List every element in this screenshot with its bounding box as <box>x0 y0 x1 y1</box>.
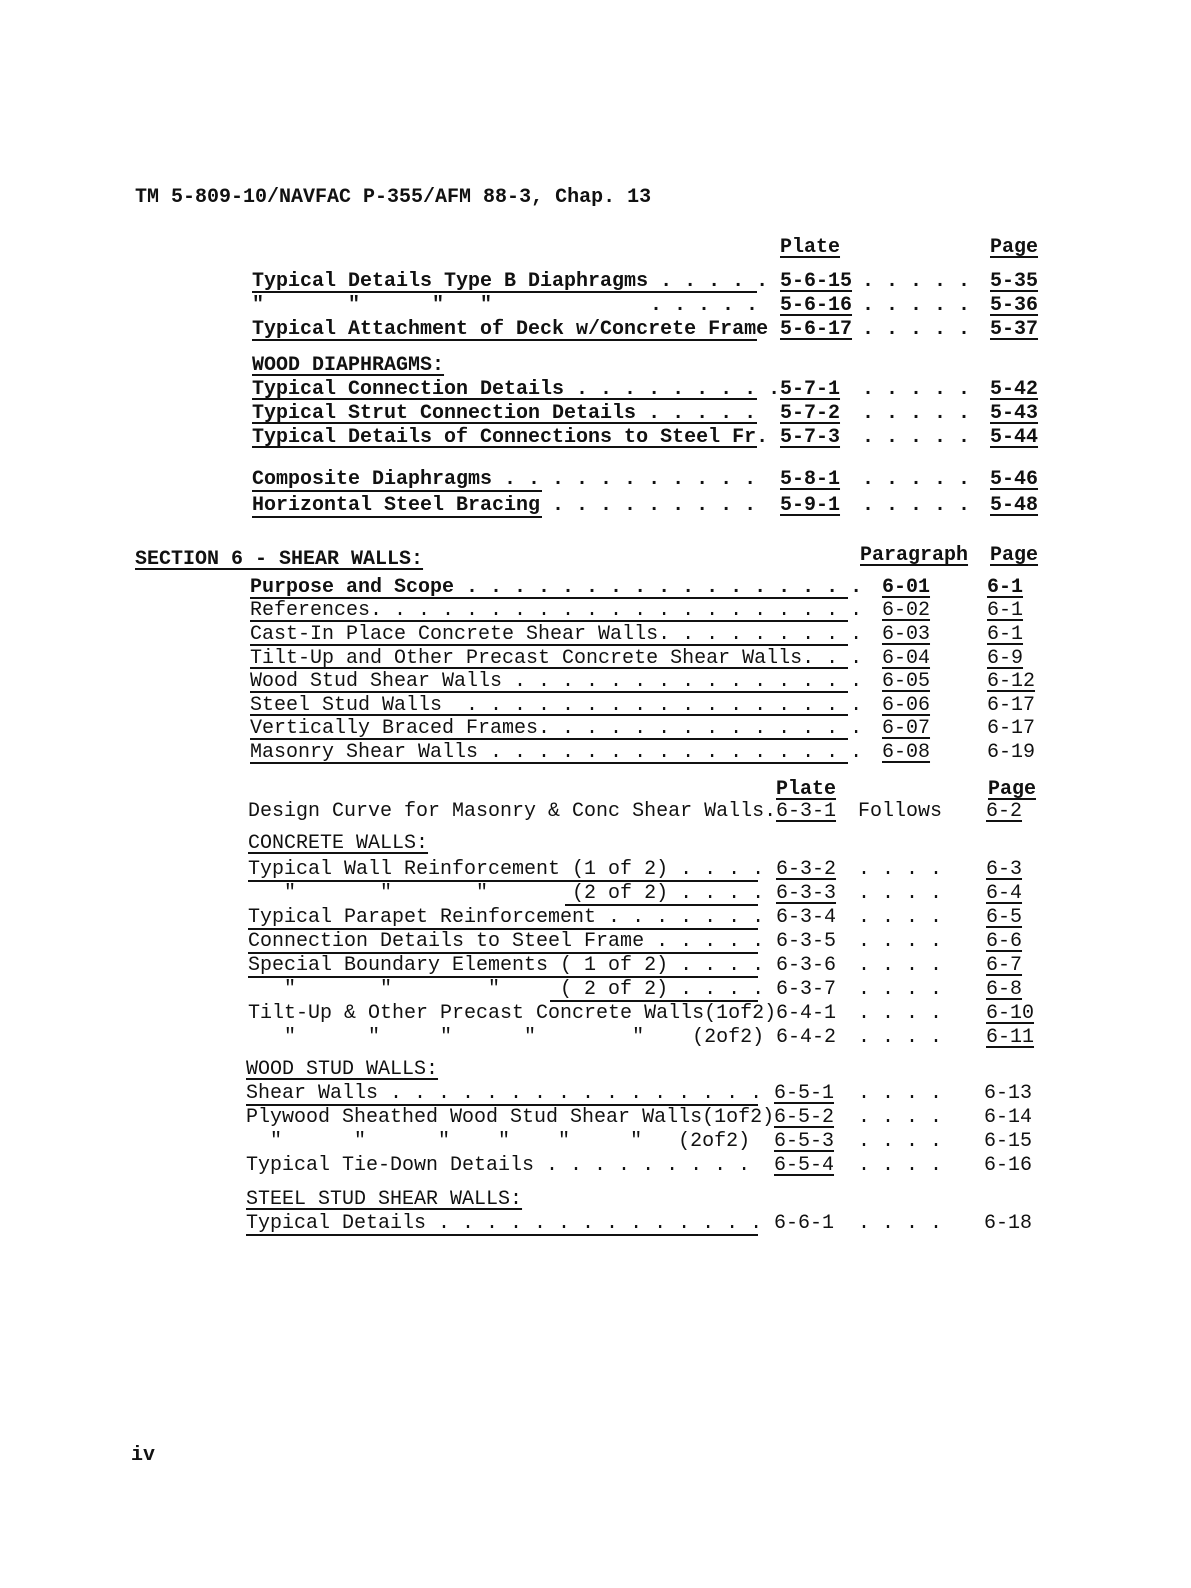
toc-entry-page: 6-1 <box>987 599 1024 622</box>
toc-entry-plate: 5-6-16 <box>780 294 853 317</box>
toc-entry-dots: . . . . . <box>862 468 971 491</box>
toc-entry-dots: . . . . <box>858 1154 943 1177</box>
toc-entry-dots: . . . . <box>858 858 943 881</box>
toc-entry-paragraph: 6-03 <box>882 623 931 646</box>
toc-entry-plate: 6-4-2 <box>776 1026 837 1049</box>
toc-entry-plate: 6-5-4 <box>774 1154 835 1177</box>
toc-entry-label: Tilt-Up and Other Precast Concrete Shear Walls. . . <box>250 647 863 670</box>
toc-entry-page: 6-18 <box>984 1212 1033 1235</box>
toc-entry-page: 6-1 <box>987 623 1024 646</box>
toc-entry-label: Design Curve for Masonry & Conc Shear Walls. <box>248 800 777 823</box>
toc-entry-label: Typical Details of Connections to Steel Fr. <box>252 426 769 449</box>
plate-column-header: Plate <box>776 778 837 801</box>
toc-entry-plate: 5-7-1 <box>780 378 841 401</box>
underline-rule <box>252 291 757 293</box>
section-6-heading: SECTION 6 - SHEAR WALLS: <box>135 548 424 571</box>
toc-entry-dots: . . . . <box>858 1082 943 1105</box>
underline-rule <box>250 738 848 740</box>
toc-entry-label: Typical Connection Details . . . . . . . . . <box>252 378 781 401</box>
toc-entry-plate: 5-7-3 <box>780 426 841 449</box>
toc-entry-paragraph: 6-02 <box>882 599 931 622</box>
toc-entry-page: 6-17 <box>987 694 1036 717</box>
toc-entry-dots: . . . . <box>858 1002 943 1025</box>
toc-entry-dots: . . . . <box>858 978 943 1001</box>
toc-entry-paragraph: 6-08 <box>882 741 931 764</box>
toc-entry-label: Typical Parapet Reinforcement . . . . . . . <box>248 906 765 929</box>
toc-entry-plate: 6-6-1 <box>774 1212 835 1235</box>
toc-entry-label: Wood Stud Shear Walls . . . . . . . . . . . . . . . <box>250 670 863 693</box>
toc-entry-dots: . . . . <box>858 1130 943 1153</box>
underline-rule <box>250 667 848 669</box>
underline-rule <box>250 644 848 646</box>
underline-rule <box>252 398 757 400</box>
toc-entry-page: 6-15 <box>984 1130 1033 1153</box>
toc-entry-plate: 5-6-15 <box>780 270 853 293</box>
underline-rule <box>250 691 848 693</box>
toc-entry-label: References. . . . . . . . . . . . . . . . . . . . . <box>250 599 863 622</box>
toc-entry-plate: 5-6-17 <box>780 318 853 341</box>
toc-entry-plate: 5-8-1 <box>780 468 841 491</box>
underline-rule <box>252 422 757 424</box>
toc-entry-dots: . . . . . <box>862 402 971 425</box>
underline-rule <box>248 952 758 954</box>
toc-entry-dots: . . . . <box>858 954 943 977</box>
toc-entry-page: 5-44 <box>990 426 1039 449</box>
page-column-header: Page <box>990 236 1039 259</box>
toc-entry-label: Composite Diaphragms . . . . . . . . . . . <box>252 468 757 491</box>
toc-entry-page: 5-37 <box>990 318 1039 341</box>
underline-rule <box>250 714 848 716</box>
toc-entry-dots: . . . . . <box>862 426 971 449</box>
document-header: TM 5-809-10/NAVFAC P-355/AFM 88-3, Chap. 13 <box>135 186 652 209</box>
toc-entry-paragraph: 6-05 <box>882 670 931 693</box>
page-column-header: Page <box>988 778 1037 801</box>
underline-rule <box>250 597 848 599</box>
toc-entry-label: Special Boundary Elements ( 1 of 2) . . . . <box>248 954 765 977</box>
paragraph-column-header: Paragraph <box>860 544 969 567</box>
toc-entry-plate: 6-3-6 <box>776 954 837 977</box>
underline-rule <box>250 620 848 622</box>
follows-note: Follows <box>858 800 943 823</box>
toc-entry-page: 6-5 <box>986 906 1023 929</box>
toc-entry-dots: . . . . . <box>650 294 759 317</box>
toc-entry-page: 6-6 <box>986 930 1023 953</box>
toc-entry-page: 5-36 <box>990 294 1039 317</box>
toc-entry-page: 6-13 <box>984 1082 1033 1105</box>
toc-entry-label: Masonry Shear Walls . . . . . . . . . . . . . . . . <box>250 741 863 764</box>
toc-entry-page: 5-35 <box>990 270 1039 293</box>
toc-entry-page: 6-19 <box>987 741 1036 764</box>
toc-entry-label: Typical Strut Connection Details . . . . . <box>252 402 757 425</box>
toc-entry-dots: . . . . <box>858 930 943 953</box>
plate-column-header: Plate <box>780 236 841 259</box>
underline-rule <box>550 1000 758 1002</box>
underline-rule <box>246 1104 758 1106</box>
toc-entry-label: Connection Details to Steel Frame . . . . . <box>248 930 765 953</box>
underline-rule <box>252 516 542 518</box>
toc-entry-dots: . . . . <box>858 1106 943 1129</box>
toc-entry-label: Horizontal Steel Bracing . . . . . . . . . <box>252 494 757 517</box>
toc-entry-plate: 6-5-1 <box>774 1082 835 1105</box>
steel-stud-shear-walls-heading: STEEL STUD SHEAR WALLS: <box>246 1188 523 1211</box>
toc-entry-page: 6-8 <box>986 978 1023 1001</box>
toc-entry-page: 5-42 <box>990 378 1039 401</box>
toc-entry-paragraph: 6-06 <box>882 694 931 717</box>
underline-rule <box>248 928 758 930</box>
toc-entry-plate: 6-3-3 <box>776 882 837 905</box>
underline-rule <box>250 762 848 764</box>
toc-entry-label: Typical Details Type B Diaphragms . . . . . <box>252 270 769 293</box>
toc-entry-page: 6-9 <box>987 647 1024 670</box>
toc-entry-label: Typical Attachment of Deck w/Concrete Frame <box>252 318 769 341</box>
ditto-marks: " " " " " " (2of2) <box>246 1130 751 1153</box>
ditto-marks: " " " (2 of 2) . . . . <box>248 882 765 905</box>
toc-entry-plate: 6-4-1 <box>776 1002 837 1025</box>
toc-entry-label: Tilt-Up & Other Precast Concrete Walls(1of2) <box>248 1002 777 1025</box>
toc-entry-page: 6-11 <box>986 1026 1035 1049</box>
wood-diaphragms-heading: WOOD DIAPHRAGMS: <box>252 354 445 377</box>
ditto-marks: " " " " <box>252 294 553 317</box>
toc-entry-page: 6-1 <box>987 576 1024 599</box>
toc-entry-plate: 5-9-1 <box>780 494 841 517</box>
toc-entry-dots: . . . . <box>858 906 943 929</box>
toc-entry-plate: 6-3-1 <box>776 800 837 823</box>
toc-entry-page: 6-17 <box>987 717 1036 740</box>
toc-entry-label: Cast-In Place Concrete Shear Walls. . . . . . . . . <box>250 623 863 646</box>
toc-entry-page: 6-7 <box>986 954 1023 977</box>
toc-entry-label: Vertically Braced Frames. . . . . . . . . . . . . . <box>250 717 863 740</box>
toc-entry-page: 5-48 <box>990 494 1039 517</box>
toc-entry-paragraph: 6-07 <box>882 717 931 740</box>
toc-entry-plate: 6-5-3 <box>774 1130 835 1153</box>
toc-entry-dots: . . . . . <box>862 378 971 401</box>
ditto-marks: " " " ( 2 of 2) . . . . <box>248 978 765 1001</box>
toc-entry-dots: . . . . . <box>862 270 971 293</box>
underline-rule <box>248 976 758 978</box>
underline-rule <box>252 446 757 448</box>
toc-entry-page: 5-43 <box>990 402 1039 425</box>
ditto-marks: " " " " " (2of2) <box>248 1026 765 1049</box>
toc-entry-label: Plywood Sheathed Wood Stud Shear Walls(1of2) <box>246 1106 775 1129</box>
toc-entry-plate: 6-3-4 <box>776 906 837 929</box>
toc-entry-label: Steel Stud Walls . . . . . . . . . . . . . . . . . <box>250 694 863 717</box>
toc-entry-dots: . . . . <box>858 882 943 905</box>
toc-entry-dots: . . . . <box>858 1026 943 1049</box>
toc-entry-page: 6-16 <box>984 1154 1033 1177</box>
toc-entry-page: 6-2 <box>986 800 1023 823</box>
toc-entry-label: Typical Wall Reinforcement (1 of 2) . . . . <box>248 858 765 881</box>
toc-entry-page: 6-4 <box>986 882 1023 905</box>
toc-entry-plate: 6-3-5 <box>776 930 837 953</box>
underline-rule <box>252 490 542 492</box>
toc-entry-plate: 5-7-2 <box>780 402 841 425</box>
toc-entry-label: Shear Walls . . . . . . . . . . . . . . . . <box>246 1082 763 1105</box>
underline-rule <box>248 880 758 882</box>
toc-entry-label: Purpose and Scope . . . . . . . . . . . . . . . . . <box>250 576 863 599</box>
page-number: iv <box>131 1444 156 1467</box>
wood-stud-walls-heading: WOOD STUD WALLS: <box>246 1058 439 1081</box>
toc-entry-plate: 6-3-2 <box>776 858 837 881</box>
toc-entry-label: Typical Tie-Down Details . . . . . . . . . <box>246 1154 751 1177</box>
toc-entry-plate: 6-3-7 <box>776 978 837 1001</box>
page-column-header: Page <box>990 544 1039 567</box>
toc-entry-dots: . . . . <box>858 1212 943 1235</box>
toc-entry-label: Typical Details . . . . . . . . . . . . . . <box>246 1212 763 1235</box>
toc-entry-paragraph: 6-01 <box>882 576 931 599</box>
toc-entry-page: 6-3 <box>986 858 1023 881</box>
toc-entry-dots: . . . . . <box>862 294 971 317</box>
concrete-walls-heading: CONCRETE WALLS: <box>248 832 429 855</box>
underline-rule <box>246 1234 758 1236</box>
toc-entry-plate: 6-5-2 <box>774 1106 835 1129</box>
toc-entry-dots: . . . . . <box>862 494 971 517</box>
toc-entry-page: 6-14 <box>984 1106 1033 1129</box>
toc-entry-dots: . . . . . <box>862 318 971 341</box>
toc-entry-paragraph: 6-04 <box>882 647 931 670</box>
toc-entry-page: 6-10 <box>986 1002 1035 1025</box>
toc-entry-page: 6-12 <box>987 670 1036 693</box>
underline-rule <box>252 339 757 341</box>
toc-entry-page: 5-46 <box>990 468 1039 491</box>
underline-rule <box>565 904 758 906</box>
